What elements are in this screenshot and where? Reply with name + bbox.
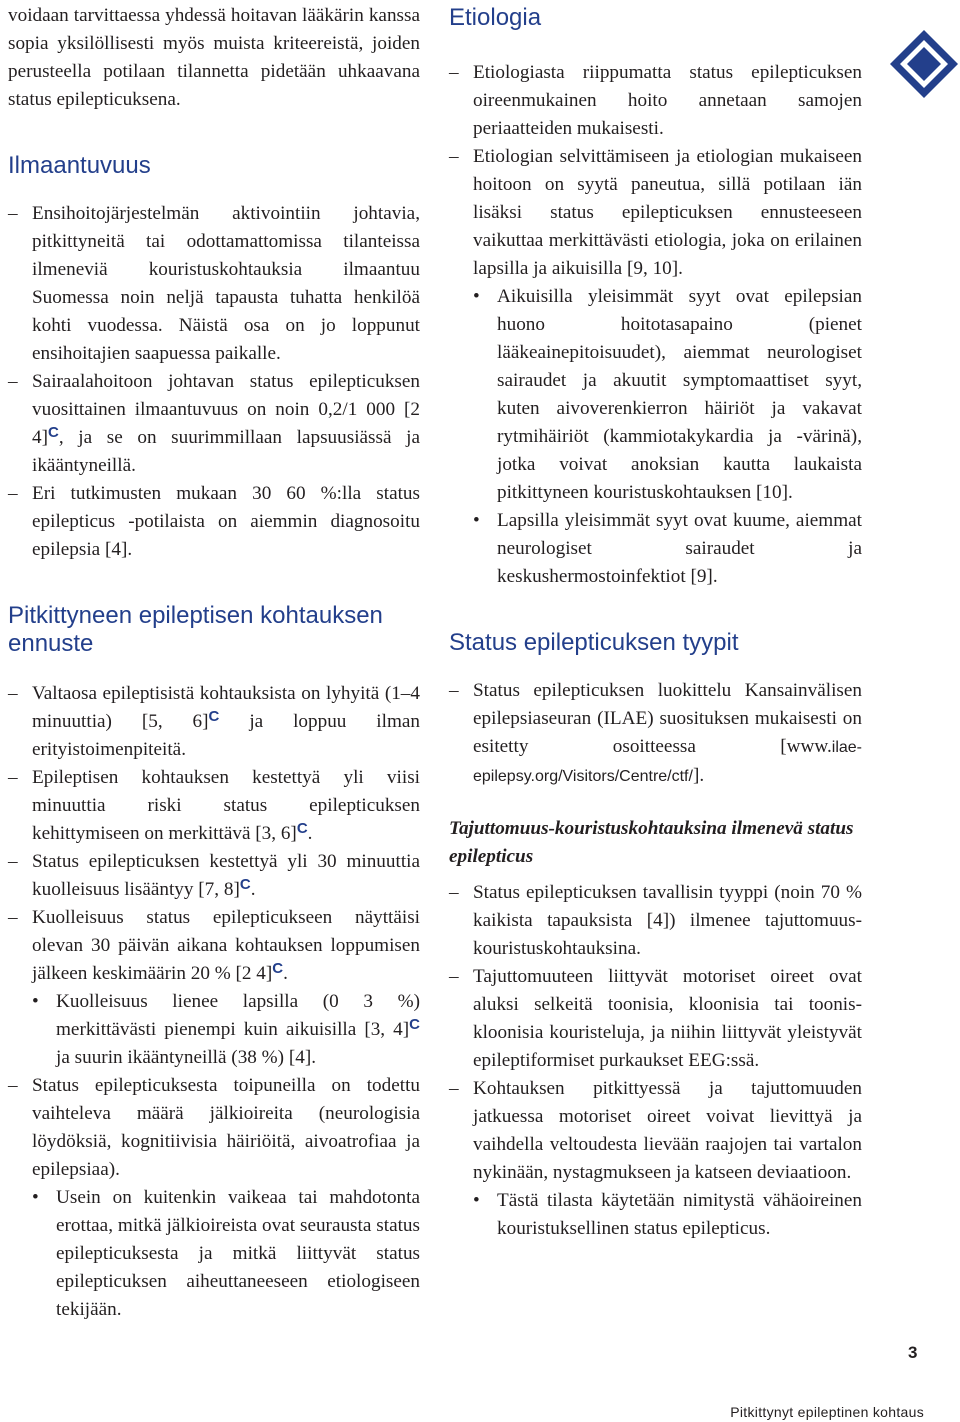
list-item: [449, 677, 862, 791]
footer-title: Pitkittynyt epileptinen kohtaus: [730, 1404, 924, 1420]
list-item: [473, 283, 862, 507]
list-item: [473, 1187, 862, 1243]
heading-etiologia: Etiologia: [449, 4, 542, 31]
evidence-mark: C: [47, 424, 59, 441]
tajuttomuus-sublist: [449, 1187, 862, 1243]
item-text: Tajuttomuuteen liittyvät motoriset oireet ovat aluksi selkeitä toonisia, kloonisia tai toonis-kloonisia kouristeluja, ja niihin liittyvät yleistyvät epileptiformiset purkaukset EEG:ssä.: [473, 966, 862, 1071]
ennuste-list: [8, 680, 420, 988]
item-text: ja loppuu ilman erityistoimenpiteitä.: [32, 711, 420, 760]
list-item: [32, 988, 420, 1072]
etiologia-sublist: [449, 283, 862, 591]
ilmaantuvuus-list: [8, 200, 420, 564]
evidence-mark: C: [409, 1016, 420, 1033]
list-item: [449, 59, 862, 143]
item-text: Etiologiasta riippumatta status epilepticuksen oireenmukainen hoito annetaan samojen periaatteiden mukaisesti.: [473, 62, 862, 139]
item-text: ].: [692, 765, 705, 786]
list-item: [449, 143, 862, 283]
item-text: Status epilepticuksen tavallisin tyyppi (noin 70 % kaikista tapauksista [4]) ilmenee tajuttomuus-kouristuskohtauksina.: [473, 882, 862, 959]
ennuste-sublist-2: [8, 1184, 420, 1324]
item-text: Valtaosa epileptisistä kohtauksista on lyhyitä (1–4 minuuttia) [5, 6]: [32, 683, 420, 732]
item-text: Etiologian selvittämiseen ja etiologian mukaiseen hoitoon on syytä paneutua, sillä potilaan iän lisäksi status epilepticuksen ennusteeseen vaikuttaa merkittävästi etiologia, joka on erilainen lapsilla ja aikuisilla [9, 10].: [473, 146, 862, 279]
evidence-mark: C: [208, 708, 220, 725]
tajuttomuus-list: [449, 879, 862, 1187]
list-item: [449, 879, 862, 963]
list-item: [32, 1184, 420, 1324]
list-item: [8, 848, 420, 904]
ennuste-sublist: [8, 988, 420, 1072]
item-text: Kuolleisuus status epilepticukseen näyttäisi olevan 30 päivän aikana kohtauksen loppumisen jälkeen keskimäärin 20 % [2 4]: [32, 907, 420, 984]
intro-paragraph: voidaan tarvittaessa yhdessä hoitavan lääkärin kanssa sopia yksilöllisesti myös muista kriteereistä, joiden perusteella potilaan tilannetta pidetään uhkaavana status epilepticuksena.: [8, 5, 420, 110]
item-text: Sairaalahoitoon johtavan status epilepticuksen vuosittainen ilmaantuvuus on noin 0,2/1 000 [2 4]: [32, 371, 420, 448]
list-item: [8, 200, 420, 368]
item-text: Epileptisen kohtauksen kestettyä yli viisi minuuttia riski status epilepticuksen kehittymiseen on merkittävä [3, 6]: [32, 767, 420, 844]
list-item: [8, 764, 420, 848]
ilae-link[interactable]: ilae-epilepsy.org/Visitors/Centre/ctf/: [473, 739, 862, 785]
item-text: Usein on kuitenkin vaikeaa tai mahdotonta erottaa, mitkä jälkioireista ovat seurausta status epilepticuksesta ja mitkä liittyvät status epilepticuksen aiheuttaneeseen etiologiseen tekijään.: [56, 1187, 420, 1320]
list-item: [8, 480, 420, 564]
item-text: Status epilepticuksen luokittelu Kansainvälisen epilepsiaseuran (ILAE) suosituksen mukaisesti on esitetty osoitteessa [www.: [473, 680, 862, 757]
list-item: [449, 963, 862, 1075]
etiologia-list: [449, 59, 862, 283]
evidence-mark: C: [239, 876, 251, 893]
item-text: .: [250, 879, 256, 900]
item-text: .: [283, 963, 288, 984]
item-text: Lapsilla yleisimmät syyt ovat kuume, aiemmat neurologiset sairaudet ja keskushermostoinfektiot [9].: [497, 510, 862, 587]
evidence-mark: C: [272, 960, 284, 977]
list-item: [8, 680, 420, 764]
item-text: , ja se on suurimmillaan lapsuusiässä ja ikääntyneillä.: [32, 427, 420, 476]
list-item: [8, 904, 420, 988]
item-text: Eri tutkimusten mukaan 30 60 %:lla status epilepticus -potilaista on aiemmin diagnosoitu epilepsia [4].: [32, 483, 420, 560]
list-item: [449, 1075, 862, 1187]
heading-tyypit: Status epilepticuksen tyypit: [449, 629, 739, 656]
list-item: [8, 368, 420, 480]
heading-ennuste: Pitkittyneen epileptisen kohtauksen ennuste: [8, 602, 383, 657]
item-text: Ensihoitojärjestelmän aktivointiin johtavia, pitkittyneitä tai odottamattomissa tilanteissa ilmeneviä kouristuskohtauksia ilmaantuu Suomessa noin neljä tapausta tuhatta henkilöä kohti vuodessa. Näistä osa on jo loppunut ensihoitajien saapuessa paikalle.: [32, 203, 420, 364]
item-text: .: [307, 823, 313, 844]
item-text: Aikuisilla yleisimmät syyt ovat epilepsian huono hoitotasapaino (pienet lääkeainepitoisuudet), aiemmat neurologiset sairaudet ja akuutit symptomaattiset syyt, kuten aivoverenkierron häiriöt ja vakavat rytmihäiriöt (kammiotakykardia ja -värinä), jotka voivat anoksian kautta laukaista pitkittyneen kouristuskohtauksen [10].: [497, 286, 862, 503]
item-text: Status epilepticuksesta toipuneilla on todettu vaihteleva määrä jälkioireita (neurologisia löydöksiä, kognitiivisia häiriöitä, aivoatrofiaa ja epilepsiaa).: [32, 1075, 420, 1180]
item-text: Kohtauksen pitkittyessä ja tajuttomuuden jatkuessa motoriset oireet voivat lievittyä ja vaihdella veltoudesta lievään raajojen tai vartalon nykinään, nystagmukseen ja katseen deviaatioon.: [473, 1078, 862, 1183]
page-number: 3: [908, 1343, 918, 1362]
item-text: ja suurin ikääntyneillä (38 %) [4].: [56, 1047, 317, 1068]
item-text: Tästä tilasta käytetään nimitystä vähäoireinen kouristuksellinen status epilepticus.: [497, 1190, 862, 1239]
list-item: [8, 1072, 420, 1184]
heading-tajuttomuus: Tajuttomuus-kouristuskohtauksina ilmenevä status epilepticus: [449, 818, 854, 867]
item-text: Status epilepticuksen kestettyä yli 30 minuuttia kuolleisuus lisääntyy [7, 8]: [32, 851, 420, 900]
ennuste-list-cont: [8, 1072, 420, 1184]
left-column: [8, 0, 420, 1324]
item-text: Kuolleisuus lienee lapsilla (0 3 %) merkittävästi pienempi kuin aikuisilla [3, 4]: [56, 991, 420, 1040]
heading-ilmaantuvuus: Ilmaantuvuus: [8, 152, 151, 179]
right-column: [449, 0, 862, 1243]
evidence-mark: C: [296, 820, 308, 837]
tyypit-list: [449, 677, 862, 791]
list-item: [473, 507, 862, 591]
diamond-logo-icon: [888, 28, 960, 100]
